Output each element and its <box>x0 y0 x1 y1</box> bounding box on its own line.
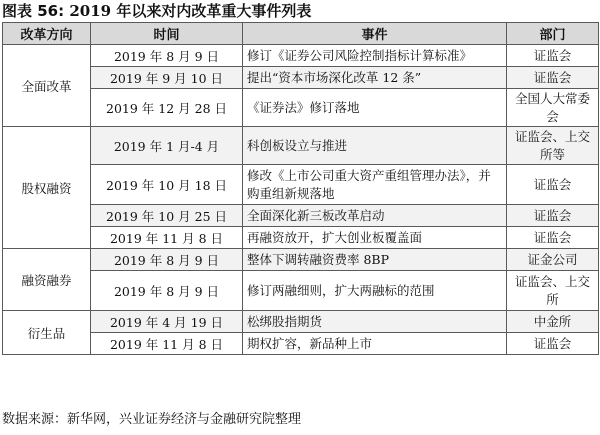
event-cell: 修订《证券公司风险控制指标计算标准》 <box>243 45 507 67</box>
time-cell: 2019 年 10 月 25 日 <box>91 205 243 227</box>
table-header-row <box>3 23 599 45</box>
event-cell: 全面深化新三板改革启动 <box>243 205 507 227</box>
department-cell: 全国人大常委会 <box>507 89 599 127</box>
department-cell: 证监会、上交所 <box>507 271 599 311</box>
table-row <box>3 165 599 205</box>
table-row <box>3 67 599 89</box>
table-row <box>3 249 599 271</box>
header-department: 部门 <box>507 23 599 45</box>
time-cell: 2019 年 8 月 9 日 <box>91 45 243 67</box>
department-cell: 证监会 <box>507 333 599 355</box>
event-cell: 提出“资本市场深化改革 12 条” <box>243 67 507 89</box>
table-row <box>3 311 599 333</box>
category-cell: 股权融资 <box>3 127 91 249</box>
department-cell: 中金所 <box>507 311 599 333</box>
time-cell: 2019 年 11 月 8 日 <box>91 333 243 355</box>
department-cell: 证监会 <box>507 45 599 67</box>
time-cell: 2019 年 1 月-4 月 <box>91 127 243 165</box>
category-cell: 融资融券 <box>3 249 91 311</box>
table-row <box>3 45 599 67</box>
table-row <box>3 333 599 355</box>
table-row <box>3 205 599 227</box>
event-cell: 科创板设立与推进 <box>243 127 507 165</box>
event-cell: 整体下调转融资费率 8BP <box>243 249 507 271</box>
department-cell: 证监会 <box>507 165 599 205</box>
event-cell: 期权扩容，新品种上市 <box>243 333 507 355</box>
event-cell: 《证券法》修订落地 <box>243 89 507 127</box>
figure-title-text: 2019 年以来对内改革重大事件列表 <box>69 2 312 20</box>
event-cell: 修订两融细则，扩大两融标的范围 <box>243 271 507 311</box>
category-cell: 衍生品 <box>3 311 91 355</box>
header-category: 改革方向 <box>3 23 91 45</box>
header-time: 时间 <box>91 23 243 45</box>
department-cell: 证金公司 <box>507 249 599 271</box>
time-cell: 2019 年 4 月 19 日 <box>91 311 243 333</box>
category-cell: 全面改革 <box>3 45 91 127</box>
department-cell: 证监会、上交所等 <box>507 127 599 165</box>
time-cell: 2019 年 8 月 9 日 <box>91 249 243 271</box>
time-cell: 2019 年 10 月 18 日 <box>91 165 243 205</box>
figure-title <box>2 0 311 22</box>
figure-title-label: 图表 56: <box>2 2 65 20</box>
department-cell: 证监会 <box>507 205 599 227</box>
event-cell: 再融资放开，扩大创业板覆盖面 <box>243 227 507 249</box>
time-cell: 2019 年 12 月 28 日 <box>91 89 243 127</box>
event-cell: 修改《上市公司重大资产重组管理办法》，并购重组新规落地 <box>243 165 507 205</box>
event-cell: 松绑股指期货 <box>243 311 507 333</box>
time-cell: 2019 年 9 月 10 日 <box>91 67 243 89</box>
table-row <box>3 89 599 127</box>
table-row <box>3 271 599 311</box>
time-cell: 2019 年 11 月 8 日 <box>91 227 243 249</box>
data-source-note: 数据来源：新华网，兴业证券经济与金融研究院整理 <box>2 412 302 427</box>
department-cell: 证监会 <box>507 67 599 89</box>
time-cell: 2019 年 8 月 9 日 <box>91 271 243 311</box>
table-row <box>3 127 599 165</box>
table-row <box>3 227 599 249</box>
department-cell: 证监会 <box>507 227 599 249</box>
header-event: 事件 <box>243 23 507 45</box>
reform-events-table <box>2 22 599 355</box>
